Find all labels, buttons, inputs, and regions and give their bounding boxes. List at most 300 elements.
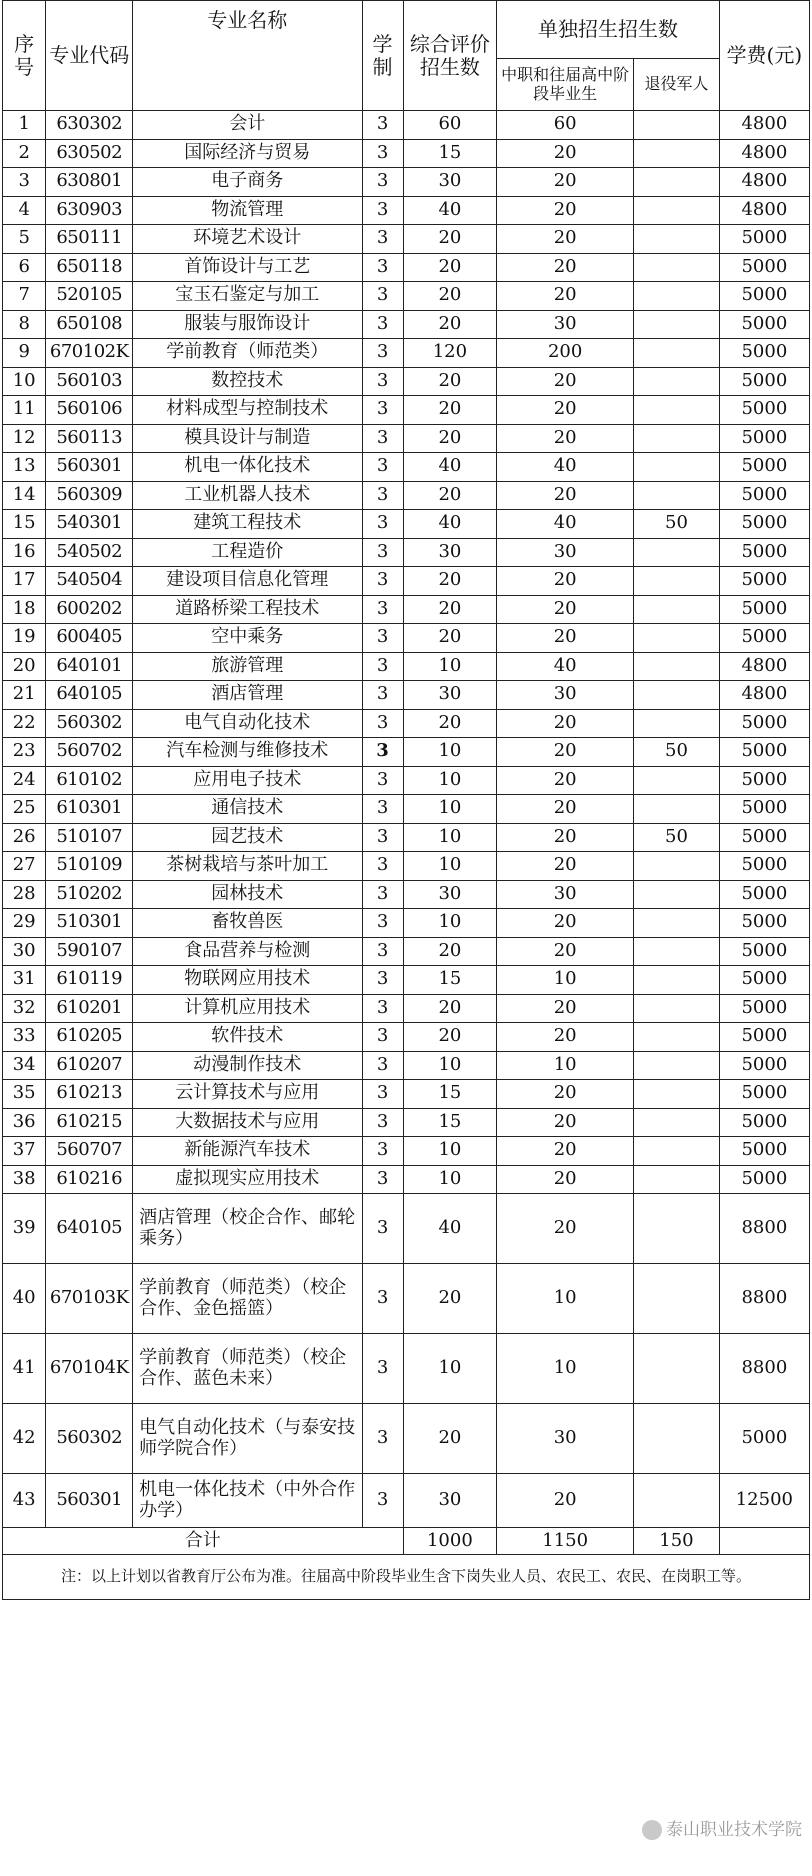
cell-comprehensive: 10 — [403, 766, 497, 795]
cell-comprehensive: 30 — [403, 168, 497, 197]
cell-code: 610213 — [46, 1080, 133, 1109]
cell-comprehensive: 20 — [403, 624, 497, 653]
cell-comprehensive: 20 — [403, 310, 497, 339]
cell-years: 3 — [362, 424, 403, 453]
cell-code: 610102 — [46, 766, 133, 795]
cell-code: 510107 — [46, 823, 133, 852]
cell-single-graduates: 20 — [497, 994, 634, 1023]
cell-name: 建筑工程技术 — [133, 510, 362, 539]
table-row — [3, 709, 810, 738]
table-row — [3, 111, 810, 140]
cell-years: 3 — [362, 111, 403, 140]
cell-single-graduates: 20 — [497, 168, 634, 197]
cell-fee: 5000 — [719, 567, 809, 596]
header-no: 序号 — [3, 1, 46, 111]
table-row — [3, 1334, 810, 1404]
cell-no: 31 — [3, 966, 46, 995]
cell-single-veterans — [634, 1474, 720, 1528]
cell-no: 5 — [3, 225, 46, 254]
cell-name: 学前教育（师范类）（校企合作、金色摇篮） — [133, 1264, 362, 1334]
table-row — [3, 624, 810, 653]
cell-name: 会计 — [133, 111, 362, 140]
cell-name: 软件技术 — [133, 1023, 362, 1052]
cell-name: 工业机器人技术 — [133, 481, 362, 510]
cell-no: 3 — [3, 168, 46, 197]
cell-name: 茶树栽培与茶叶加工 — [133, 852, 362, 881]
cell-single-graduates: 20 — [497, 909, 634, 938]
table-row — [3, 196, 810, 225]
cell-fee: 5000 — [719, 738, 809, 767]
cell-comprehensive: 40 — [403, 1194, 497, 1264]
cell-name: 酒店管理（校企合作、邮轮乘务） — [133, 1194, 362, 1264]
total-comprehensive: 1000 — [403, 1528, 497, 1555]
cell-comprehensive: 20 — [403, 367, 497, 396]
table-row — [3, 1404, 810, 1474]
cell-single-graduates: 30 — [497, 1404, 634, 1474]
cell-single-veterans: 50 — [634, 510, 720, 539]
total-label: 合计 — [3, 1528, 404, 1555]
cell-single-veterans — [634, 481, 720, 510]
cell-name: 工程造价 — [133, 538, 362, 567]
cell-no: 21 — [3, 681, 46, 710]
cell-fee: 5000 — [719, 823, 809, 852]
cell-no: 14 — [3, 481, 46, 510]
cell-no: 6 — [3, 253, 46, 282]
table-row — [3, 1108, 810, 1137]
cell-single-graduates: 10 — [497, 1334, 634, 1404]
cell-no: 36 — [3, 1108, 46, 1137]
cell-single-veterans — [634, 1264, 720, 1334]
cell-name: 汽车检测与维修技术 — [133, 738, 362, 767]
cell-single-graduates: 20 — [497, 196, 634, 225]
cell-no: 37 — [3, 1137, 46, 1166]
cell-years: 3 — [362, 196, 403, 225]
cell-years: 3 — [362, 738, 403, 767]
cell-no: 23 — [3, 738, 46, 767]
table-row — [3, 652, 810, 681]
cell-name: 园林技术 — [133, 880, 362, 909]
table-row — [3, 510, 810, 539]
cell-single-veterans — [634, 595, 720, 624]
cell-years: 3 — [362, 1404, 403, 1474]
cell-code: 630903 — [46, 196, 133, 225]
cell-code: 610216 — [46, 1165, 133, 1194]
cell-single-veterans — [634, 225, 720, 254]
cell-no: 20 — [3, 652, 46, 681]
cell-single-graduates: 20 — [497, 1194, 634, 1264]
cell-name: 物联网应用技术 — [133, 966, 362, 995]
cell-single-graduates: 60 — [497, 111, 634, 140]
cell-code: 520105 — [46, 282, 133, 311]
cell-years: 3 — [362, 453, 403, 482]
cell-no: 26 — [3, 823, 46, 852]
cell-code: 510301 — [46, 909, 133, 938]
cell-single-veterans — [634, 339, 720, 368]
cell-years: 3 — [362, 795, 403, 824]
cell-comprehensive: 10 — [403, 852, 497, 881]
table-row — [3, 994, 810, 1023]
cell-single-veterans — [634, 795, 720, 824]
table-row — [3, 567, 810, 596]
cell-name: 计算机应用技术 — [133, 994, 362, 1023]
cell-comprehensive: 15 — [403, 966, 497, 995]
cell-comprehensive: 15 — [403, 1080, 497, 1109]
cell-fee: 5000 — [719, 994, 809, 1023]
cell-single-veterans — [634, 1023, 720, 1052]
cell-single-veterans — [634, 766, 720, 795]
cell-comprehensive: 10 — [403, 652, 497, 681]
cell-comprehensive: 20 — [403, 396, 497, 425]
cell-name: 电气自动化技术（与泰安技师学院合作） — [133, 1404, 362, 1474]
cell-single-graduates: 10 — [497, 966, 634, 995]
cell-single-veterans — [634, 196, 720, 225]
cell-single-veterans — [634, 1080, 720, 1109]
enrollment-plan-table — [2, 0, 810, 1600]
cell-no: 2 — [3, 139, 46, 168]
cell-years: 3 — [362, 1023, 403, 1052]
cell-single-graduates: 20 — [497, 624, 634, 653]
table-row — [3, 339, 810, 368]
cell-years: 3 — [362, 595, 403, 624]
cell-name: 学前教育（师范类）（校企合作、蓝色未来） — [133, 1334, 362, 1404]
cell-code: 560106 — [46, 396, 133, 425]
cell-years: 3 — [362, 823, 403, 852]
cell-single-veterans — [634, 567, 720, 596]
cell-no: 13 — [3, 453, 46, 482]
cell-name: 国际经济与贸易 — [133, 139, 362, 168]
cell-name: 学前教育（师范类） — [133, 339, 362, 368]
cell-name: 畜牧兽医 — [133, 909, 362, 938]
cell-single-graduates: 20 — [497, 1165, 634, 1194]
table-row — [3, 310, 810, 339]
cell-no: 19 — [3, 624, 46, 653]
cell-code: 610301 — [46, 795, 133, 824]
table-row — [3, 852, 810, 881]
cell-single-veterans — [634, 282, 720, 311]
header-single-veterans: 退役军人 — [634, 59, 720, 111]
cell-fee: 5000 — [719, 624, 809, 653]
cell-years: 3 — [362, 310, 403, 339]
cell-name: 应用电子技术 — [133, 766, 362, 795]
cell-single-graduates: 30 — [497, 681, 634, 710]
table-row — [3, 282, 810, 311]
table-row — [3, 481, 810, 510]
cell-single-graduates: 20 — [497, 567, 634, 596]
cell-years: 3 — [362, 1334, 403, 1404]
cell-code: 560702 — [46, 738, 133, 767]
cell-name: 虚拟现实应用技术 — [133, 1165, 362, 1194]
cell-comprehensive: 30 — [403, 538, 497, 567]
cell-no: 39 — [3, 1194, 46, 1264]
table-row — [3, 937, 810, 966]
cell-name: 服装与服饰设计 — [133, 310, 362, 339]
table-row — [3, 681, 810, 710]
cell-code: 560302 — [46, 1404, 133, 1474]
cell-years: 3 — [362, 994, 403, 1023]
cell-single-graduates: 20 — [497, 1023, 634, 1052]
cell-fee: 5000 — [719, 937, 809, 966]
cell-single-graduates: 40 — [497, 652, 634, 681]
cell-no: 18 — [3, 595, 46, 624]
note-row — [3, 1555, 810, 1600]
cell-no: 28 — [3, 880, 46, 909]
cell-years: 3 — [362, 168, 403, 197]
cell-single-veterans — [634, 652, 720, 681]
table-row — [3, 880, 810, 909]
cell-fee: 5000 — [719, 453, 809, 482]
cell-years: 3 — [362, 139, 403, 168]
table-row — [3, 823, 810, 852]
cell-single-veterans — [634, 852, 720, 881]
cell-fee: 5000 — [719, 282, 809, 311]
cell-comprehensive: 10 — [403, 1334, 497, 1404]
cell-single-veterans — [634, 937, 720, 966]
cell-code: 540301 — [46, 510, 133, 539]
cell-code: 560302 — [46, 709, 133, 738]
cell-years: 3 — [362, 880, 403, 909]
cell-no: 24 — [3, 766, 46, 795]
cell-single-graduates: 20 — [497, 225, 634, 254]
cell-no: 8 — [3, 310, 46, 339]
header-row — [3, 1, 810, 59]
school-logo-icon — [642, 1820, 662, 1840]
cell-fee: 5000 — [719, 595, 809, 624]
cell-no: 22 — [3, 709, 46, 738]
cell-name: 物流管理 — [133, 196, 362, 225]
cell-single-graduates: 20 — [497, 1080, 634, 1109]
cell-comprehensive: 40 — [403, 510, 497, 539]
cell-years: 3 — [362, 481, 403, 510]
cell-code: 650111 — [46, 225, 133, 254]
cell-years: 3 — [362, 1051, 403, 1080]
cell-single-veterans — [634, 453, 720, 482]
cell-code: 600202 — [46, 595, 133, 624]
cell-fee: 5000 — [719, 1051, 809, 1080]
table-row — [3, 424, 810, 453]
cell-code: 560309 — [46, 481, 133, 510]
cell-years: 3 — [362, 624, 403, 653]
table-row — [3, 1137, 810, 1166]
header-comprehensive: 综合评价招生数 — [403, 1, 497, 111]
cell-code: 630801 — [46, 168, 133, 197]
cell-code: 610215 — [46, 1108, 133, 1137]
cell-single-veterans — [634, 139, 720, 168]
cell-no: 9 — [3, 339, 46, 368]
cell-single-graduates: 10 — [497, 1051, 634, 1080]
cell-fee: 5000 — [719, 367, 809, 396]
cell-no: 1 — [3, 111, 46, 140]
cell-name: 材料成型与控制技术 — [133, 396, 362, 425]
cell-single-veterans — [634, 994, 720, 1023]
cell-fee: 8800 — [719, 1264, 809, 1334]
cell-fee: 5000 — [719, 852, 809, 881]
cell-code: 640101 — [46, 652, 133, 681]
cell-code: 630502 — [46, 139, 133, 168]
cell-single-veterans — [634, 1051, 720, 1080]
cell-code: 640105 — [46, 1194, 133, 1264]
cell-comprehensive: 40 — [403, 196, 497, 225]
table-row — [3, 1474, 810, 1528]
cell-single-veterans — [634, 966, 720, 995]
cell-single-veterans — [634, 367, 720, 396]
cell-single-graduates: 20 — [497, 139, 634, 168]
cell-single-veterans — [634, 253, 720, 282]
cell-code: 640105 — [46, 681, 133, 710]
table-row — [3, 966, 810, 995]
cell-comprehensive: 15 — [403, 139, 497, 168]
cell-name: 电子商务 — [133, 168, 362, 197]
watermark-text: 泰山职业技术学院 — [666, 1820, 802, 1840]
cell-single-veterans — [634, 1334, 720, 1404]
cell-comprehensive: 10 — [403, 1137, 497, 1166]
cell-years: 3 — [362, 652, 403, 681]
cell-no: 27 — [3, 852, 46, 881]
cell-fee: 4800 — [719, 139, 809, 168]
cell-code: 560103 — [46, 367, 133, 396]
cell-code: 630302 — [46, 111, 133, 140]
cell-name: 动漫制作技术 — [133, 1051, 362, 1080]
cell-fee: 4800 — [719, 652, 809, 681]
cell-single-graduates: 20 — [497, 852, 634, 881]
cell-name: 酒店管理 — [133, 681, 362, 710]
cell-code: 610207 — [46, 1051, 133, 1080]
cell-fee: 5000 — [719, 966, 809, 995]
cell-fee: 5000 — [719, 225, 809, 254]
cell-name: 空中乘务 — [133, 624, 362, 653]
cell-no: 17 — [3, 567, 46, 596]
header-code: 专业代码 — [46, 1, 133, 111]
cell-no: 32 — [3, 994, 46, 1023]
cell-single-graduates: 20 — [497, 253, 634, 282]
cell-comprehensive: 20 — [403, 253, 497, 282]
cell-years: 3 — [362, 339, 403, 368]
cell-code: 560301 — [46, 453, 133, 482]
cell-name: 首饰设计与工艺 — [133, 253, 362, 282]
cell-fee: 5000 — [719, 538, 809, 567]
cell-single-graduates: 20 — [497, 709, 634, 738]
cell-fee: 5000 — [719, 880, 809, 909]
cell-comprehensive: 20 — [403, 1023, 497, 1052]
cell-single-graduates: 20 — [497, 1137, 634, 1166]
cell-single-graduates: 10 — [497, 1264, 634, 1334]
cell-fee: 4800 — [719, 111, 809, 140]
table-row — [3, 396, 810, 425]
cell-years: 3 — [362, 1264, 403, 1334]
cell-fee: 5000 — [719, 310, 809, 339]
cell-fee: 5000 — [719, 795, 809, 824]
cell-comprehensive: 20 — [403, 282, 497, 311]
cell-comprehensive: 30 — [403, 681, 497, 710]
cell-fee: 5000 — [719, 766, 809, 795]
cell-years: 3 — [362, 538, 403, 567]
table-row — [3, 1051, 810, 1080]
cell-single-veterans — [634, 624, 720, 653]
cell-comprehensive: 10 — [403, 1165, 497, 1194]
table-row — [3, 1023, 810, 1052]
cell-single-graduates: 20 — [497, 282, 634, 311]
cell-single-graduates: 30 — [497, 880, 634, 909]
cell-single-veterans — [634, 111, 720, 140]
table-row — [3, 766, 810, 795]
cell-code: 670104K — [46, 1334, 133, 1404]
cell-fee: 5000 — [719, 424, 809, 453]
cell-single-veterans — [634, 168, 720, 197]
cell-single-graduates: 20 — [497, 766, 634, 795]
cell-code: 650108 — [46, 310, 133, 339]
cell-no: 10 — [3, 367, 46, 396]
cell-name: 食品营养与检测 — [133, 937, 362, 966]
cell-years: 3 — [362, 681, 403, 710]
cell-fee: 5000 — [719, 1080, 809, 1109]
cell-years: 3 — [362, 709, 403, 738]
cell-single-graduates: 20 — [497, 795, 634, 824]
cell-years: 3 — [362, 1194, 403, 1264]
cell-single-graduates: 20 — [497, 738, 634, 767]
cell-single-graduates: 40 — [497, 510, 634, 539]
cell-single-veterans — [634, 709, 720, 738]
table-row — [3, 168, 810, 197]
note-text: 注：以上计划以省教育厅公布为准。往届高中阶段毕业生含下岗失业人员、农民工、农民、在岗职工等。 — [3, 1555, 810, 1600]
cell-no: 41 — [3, 1334, 46, 1404]
cell-code: 560113 — [46, 424, 133, 453]
cell-single-graduates: 20 — [497, 937, 634, 966]
cell-comprehensive: 20 — [403, 595, 497, 624]
cell-code: 590107 — [46, 937, 133, 966]
cell-no: 29 — [3, 909, 46, 938]
table-row — [3, 367, 810, 396]
cell-name: 数控技术 — [133, 367, 362, 396]
cell-comprehensive: 20 — [403, 567, 497, 596]
cell-name: 宝玉石鉴定与加工 — [133, 282, 362, 311]
cell-code: 610119 — [46, 966, 133, 995]
cell-single-graduates: 30 — [497, 310, 634, 339]
cell-comprehensive: 20 — [403, 1404, 497, 1474]
cell-name: 环境艺术设计 — [133, 225, 362, 254]
cell-fee: 5000 — [719, 253, 809, 282]
cell-years: 3 — [362, 253, 403, 282]
cell-name: 模具设计与制造 — [133, 424, 362, 453]
cell-single-veterans — [634, 880, 720, 909]
cell-name: 道路桥梁工程技术 — [133, 595, 362, 624]
cell-no: 25 — [3, 795, 46, 824]
cell-fee: 5000 — [719, 709, 809, 738]
cell-years: 3 — [362, 567, 403, 596]
cell-no: 4 — [3, 196, 46, 225]
cell-code: 600405 — [46, 624, 133, 653]
cell-single-veterans — [634, 1108, 720, 1137]
cell-fee: 5000 — [719, 1108, 809, 1137]
header-name: 专业名称 — [133, 1, 362, 111]
cell-single-veterans — [634, 538, 720, 567]
cell-single-veterans — [634, 396, 720, 425]
cell-years: 3 — [362, 1474, 403, 1528]
cell-single-veterans — [634, 310, 720, 339]
cell-no: 35 — [3, 1080, 46, 1109]
cell-single-veterans — [634, 1165, 720, 1194]
cell-single-graduates: 20 — [497, 1108, 634, 1137]
cell-comprehensive: 20 — [403, 994, 497, 1023]
cell-years: 3 — [362, 510, 403, 539]
cell-fee: 5000 — [719, 481, 809, 510]
cell-name: 机电一体化技术 — [133, 453, 362, 482]
cell-fee: 4800 — [719, 681, 809, 710]
cell-comprehensive: 30 — [403, 880, 497, 909]
cell-single-graduates: 20 — [497, 396, 634, 425]
cell-code: 560707 — [46, 1137, 133, 1166]
cell-name: 大数据技术与应用 — [133, 1108, 362, 1137]
cell-single-veterans — [634, 1194, 720, 1264]
cell-fee: 5000 — [719, 1137, 809, 1166]
